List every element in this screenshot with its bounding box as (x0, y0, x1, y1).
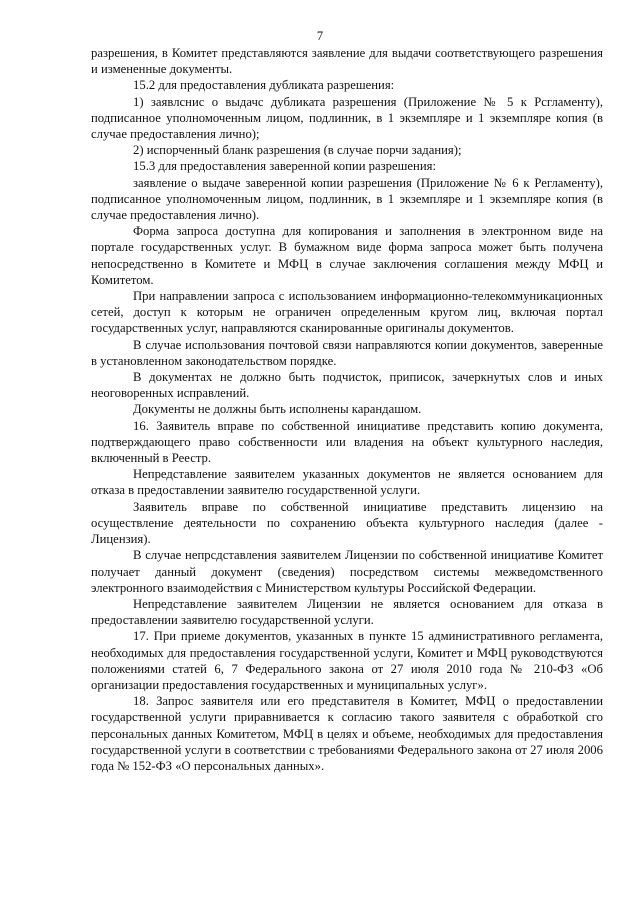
paragraph-electronic-submission: При направлении запроса с использованием информационно-телекоммуникационных сетей, доступ к которым не ограничен определенным кругом лиц, включая портал государственных услуг, направляются сканированные оригиналы документов. (91, 289, 603, 336)
list-item-duplicate-application: 1) заявлснис о выдачс дубликата разрешения (Приложение № 5 к Рсгламенту), подписанное уполномоченным лицом, подлинник, в 1 экземпляре и 1 экземпляре копия (в случае предоставления лично); (91, 94, 603, 142)
paragraph-non-submission-documents: Непредставление заявителем указанных документов не является основанием для отказа в предоставлении заявителю государственной услуги. (91, 467, 603, 498)
paragraph-no-pencil: Документы не должны быть исполнены карандашом. (133, 402, 422, 417)
section-18-paragraph: 18. Запрос заявителя или его представителя в Комитет, МФЦ о предоставлении государственной услуги приравнивается к согласию такого заявителя с обработкой сго персональных данных Комитетом, МФЦ в целях и объеме, необходимых для предоставления государственной услуги в соответствии с требованиями Федерального закона от 27 июля 2006 года № 152-ФЗ «О персональных данных». (91, 694, 603, 773)
paragraph-certified-copy-application: заявление о выдаче заверенной копии разрешения (Приложение № 6 к Регламенту), подписанное уполномоченным лицом, подлинник, в 1 экземпляре и 1 экземпляре копия (в случае предоставления лично). (91, 175, 603, 223)
paragraph-postal-submission: В случае использования почтовой связи направляются копии документов, заверенные в установленном законодательством порядке. (91, 337, 603, 368)
paragraph-continuation: разрешения, в Комитет представляются заявление для выдачи соответствующего разрешения и измененные документы. (91, 46, 603, 77)
section-16-paragraph: 16. Заявитель вправе по собственной инициативе представить копию документа, подтверждающего право собственности или владения на объект культурного наследия, включенный в Реестр. (91, 418, 603, 466)
paragraph-license-submission: Заявитель вправе по собственной инициативе представить лицензию на осуществление деятельности по сохранению объекта культурного наследия (далее - Лицензия). (91, 499, 603, 547)
paragraph-request-form: Форма запроса доступна для копирования и заполнения в электронном виде на портале государственных услуг. В бумажном виде форма запроса может быть получена непосредственно в Комитете и МФЦ в случае заключения соглашения между МФЦ и Комитетом. (91, 224, 603, 287)
paragraph-interagency-request: В случае непрсдставления заявителем Лицензии по собственной инициативе Комитет получает данный документ (сведения) посредством системы межведомственного электронного взаимодействия с Министерством культуры Российской Федерации. (91, 548, 603, 595)
page-number: 7 (316, 29, 324, 43)
subsection-15-3-heading: 15.3 для предоставления заверенной копии разрешения: (133, 159, 436, 174)
list-item-damaged-form: 2) испорченный бланк разрешения (в случае порчи задания); (133, 143, 462, 158)
paragraph-non-submission-license: Непредставление заявителем Лицензии не является основанием для отказа в предоставлении заявителю государственной услуги. (91, 596, 603, 628)
paragraph-no-corrections: В документах не должно быть подчисток, приписок, зачеркнутых слов и иных неоговоренных исправлений. (91, 370, 603, 401)
section-17-paragraph: 17. При приеме документов, указанных в пункте 15 административного регламента, необходимых для предоставления государственной услуги, Комитет и МФЦ руководствуются положениями статей 6, 7 Федерального закона от 27 июля 2010 года № 210-ФЗ «Об организации предоставления государственных и муниципальных услуг». (91, 629, 603, 692)
subsection-15-2-heading: 15.2 для предоставления дубликата разрешения: (133, 78, 395, 93)
document-body (91, 45, 603, 774)
